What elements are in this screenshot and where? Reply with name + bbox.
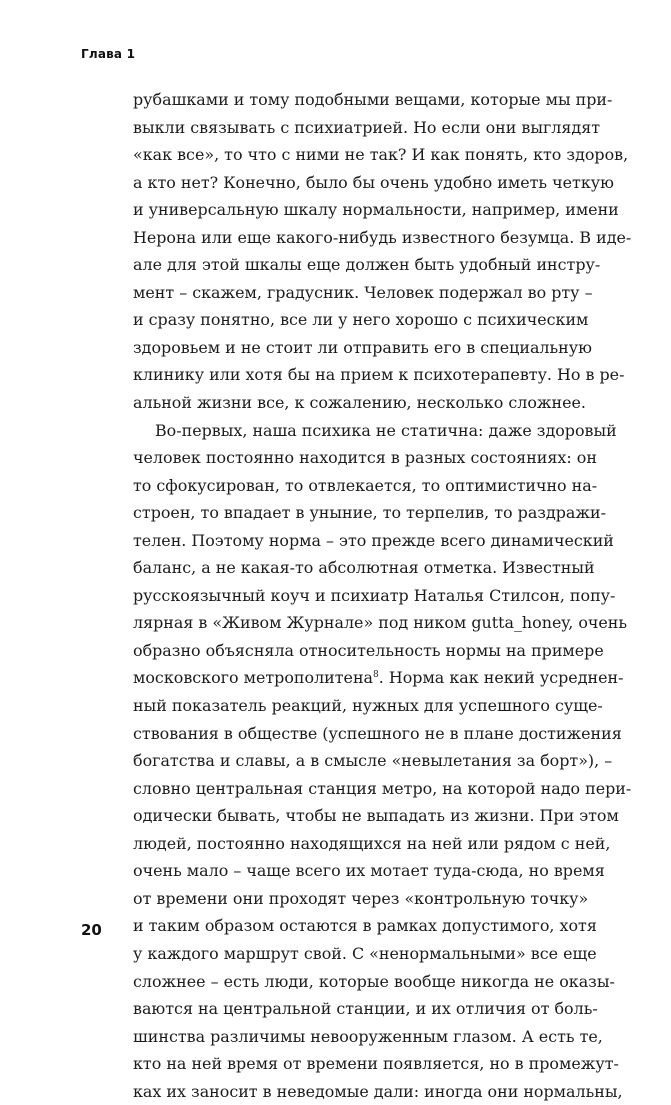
text-line: «как все», то что с ними не так? И как понять, кто здоров,: [133, 145, 629, 165]
text-line: человек постоянно находится в разных состояниях: он: [133, 448, 597, 468]
text-line: шинства различимы невооруженным глазом. А есть те,: [133, 1026, 603, 1046]
text-line: русскоязычный коуч и психиатр Наталья Стилсон, попу-: [133, 585, 616, 605]
text-line: и универсальную шкалу нормальности, например, имени: [133, 200, 619, 220]
page-number: 20: [81, 921, 102, 939]
text-line: от времени они проходят через «контрольную точку»: [133, 888, 589, 908]
text-line: словно центральная станция метро, на которой надо пери-: [133, 778, 632, 798]
text-line: кто на ней время от времени появляется, но в промежут-: [133, 1054, 619, 1074]
text-line: рубашками и тому подобными вещами, которые мы при-: [133, 90, 613, 109]
text-line: ках их заносит в неведомые дали: иногда они нормальны,: [133, 1081, 623, 1101]
text-line: ваются на центральной станции, и их отличия от боль-: [133, 999, 598, 1019]
footnote-ref[interactable]: 8: [373, 670, 379, 681]
running-head-chapter: Глава 1: [81, 47, 136, 61]
text-line: баланс, а не какая-то абсолютная отметка. Известный: [133, 558, 595, 578]
text-line: и сразу понятно, все ли у него хорошо с психическим: [133, 310, 589, 330]
text-line: здоровьем и не стоит ли отправить его в специальную: [133, 337, 592, 357]
text-line: людей, постоянно находящихся на ней или рядом с ней,: [133, 833, 611, 853]
text-line: клинику или хотя бы на прием к психотерапевту. Но в ре-: [133, 365, 625, 385]
text-segment: . Норма как некий усреднен-: [378, 668, 624, 688]
text-line: образно объясняла относительность нормы на примере: [133, 640, 604, 660]
text-line: строен, то впадает в уныние, то терпелив, то раздражи-: [133, 503, 606, 523]
text-line: одически бывать, чтобы не выпадать из жизни. При этом: [133, 806, 619, 826]
text-line: альной жизни все, к сожалению, несколько сложнее.: [133, 393, 586, 413]
text-line: сложнее – есть люди, которые вообще никогда не оказы-: [133, 971, 615, 991]
text-line: очень мало – чаще всего их мотает туда-сюда, но время: [133, 861, 605, 881]
text-line: але для этой шкалы еще должен быть удобный инстру-: [133, 255, 601, 275]
text-line: ствования в обществе (успешного не в плане достижения: [133, 723, 622, 743]
text-line: то сфокусирован, то отвлекается, то оптимистично на-: [133, 475, 598, 495]
body-text: [133, 86, 632, 1105]
text-line: Во-первых, наша психика не статична: даже здоровый: [155, 420, 617, 440]
text-line: богатства и славы, а в смысле «невылетания за борт»), –: [133, 751, 613, 771]
text-line-with-footnote: [133, 664, 624, 692]
text-line: а кто нет? Конечно, было бы очень удобно иметь четкую: [133, 172, 614, 192]
text-line: мент – скажем, градусник. Человек подержал во рту –: [133, 282, 593, 302]
text-segment: московского метрополитена: [133, 668, 374, 688]
text-line: лярная в «Живом Журнале» под ником gutta_honey, очень: [133, 613, 628, 633]
text-line: выкли связывать с психиатрией. Но если они выглядят: [133, 117, 601, 137]
text-line: телен. Поэтому норма – это прежде всего динамический: [133, 530, 614, 550]
text-line: и таким образом остаются в рамках допустимого, хотя: [133, 916, 597, 936]
text-line: у каждого маршрут свой. С «ненормальными» все еще: [133, 943, 597, 963]
text-line: ный показатель реакций, нужных для успешного суще-: [133, 696, 603, 716]
text-line: Нерона или еще какого-нибудь известного безумца. В иде-: [133, 227, 632, 247]
